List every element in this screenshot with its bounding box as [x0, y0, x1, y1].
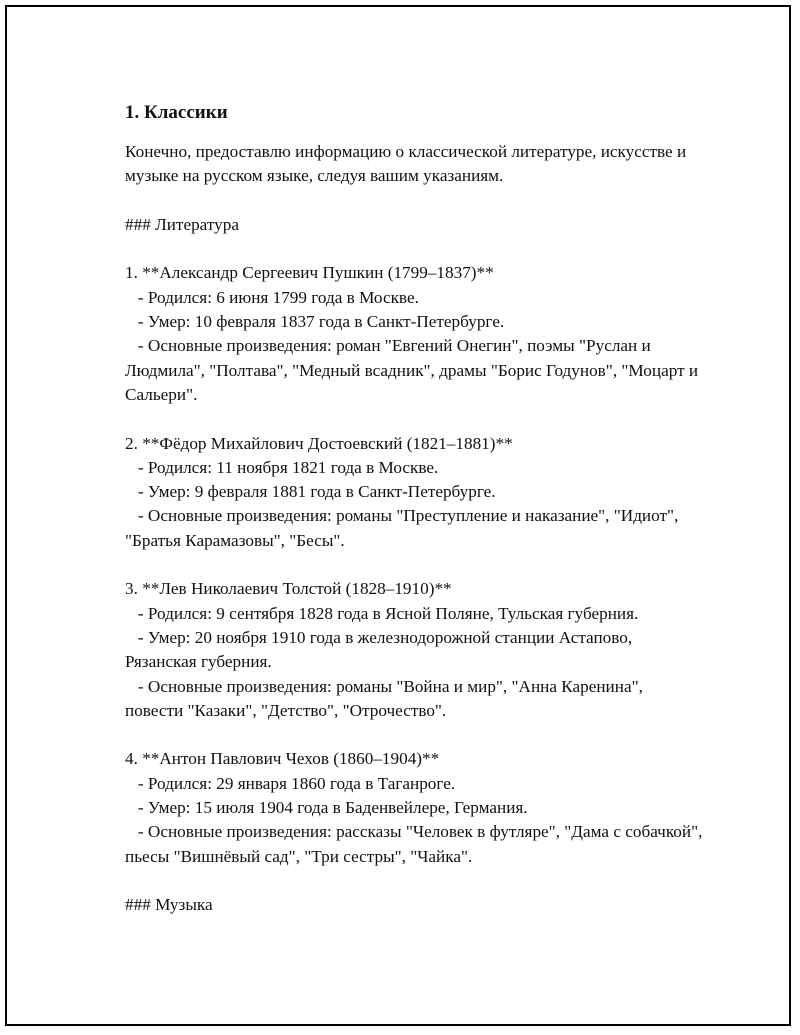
author-works: - Основные произведения: романы "Война и мир", "Анна Каренина", повести "Казаки", "Детство", "Отрочество". [125, 676, 648, 720]
author-died: - Умер: 9 февраля 1881 года в Санкт-Петербурге. [125, 482, 496, 502]
author-died: - Умер: 10 февраля 1837 года в Санкт-Петербурге. [125, 312, 505, 332]
author-header: 4. **Антон Павлович Чехов (1860–1904)** [125, 749, 440, 769]
author-died: - Умер: 20 ноября 1910 года в железнодорожной станции Астапово, Рязанская губерния. [125, 627, 637, 672]
document-title: 1. Классики [125, 102, 228, 123]
document-body [125, 99, 705, 918]
intro-paragraph: Конечно, предоставлю информацию о классической литературе, искусстве и музыке на русском языке, следуя вашим указаниям. [125, 142, 687, 186]
music-heading: ### Музыка [125, 895, 213, 915]
page-frame [5, 5, 791, 1026]
author-born: - Родился: 11 ноября 1821 года в Москве. [125, 457, 439, 477]
author-born: - Родился: 9 сентября 1828 года в Ясной Поляне, Тульская губерния. [125, 603, 639, 623]
author-entry-dostoevsky [125, 432, 705, 553]
author-entry-chekhov [125, 747, 705, 868]
author-header: 3. **Лев Николаевич Толстой (1828–1910)** [125, 579, 452, 599]
author-died: - Умер: 15 июля 1904 года в Баденвейлере, Германия. [125, 798, 528, 818]
author-header: 2. **Фёдор Михайлович Достоевский (1821–1881)** [125, 433, 513, 453]
author-works: - Основные произведения: рассказы "Человек в футляре", "Дама с собачкой", пьесы "Вишнёвый сад", "Три сестры", "Чайка". [125, 822, 707, 866]
author-works: - Основные произведения: роман "Евгений Онегин", поэмы "Руслан и Людмила", "Полтава", "Медный всадник", драмы "Борис Годунов", "Моцарт и Сальери". [125, 336, 703, 404]
author-header: 1. **Александр Сергеевич Пушкин (1799–1837)** [125, 263, 494, 283]
author-entry-pushkin [125, 261, 705, 407]
author-entry-tolstoy [125, 577, 705, 723]
literature-heading: ### Литература [125, 214, 239, 234]
author-works: - Основные произведения: романы "Преступление и наказание", "Идиот", "Братья Карамазовы", "Бесы". [125, 506, 683, 550]
author-born: - Родился: 6 июня 1799 года в Москве. [125, 287, 419, 307]
author-born: - Родился: 29 января 1860 года в Таганроге. [125, 773, 456, 793]
